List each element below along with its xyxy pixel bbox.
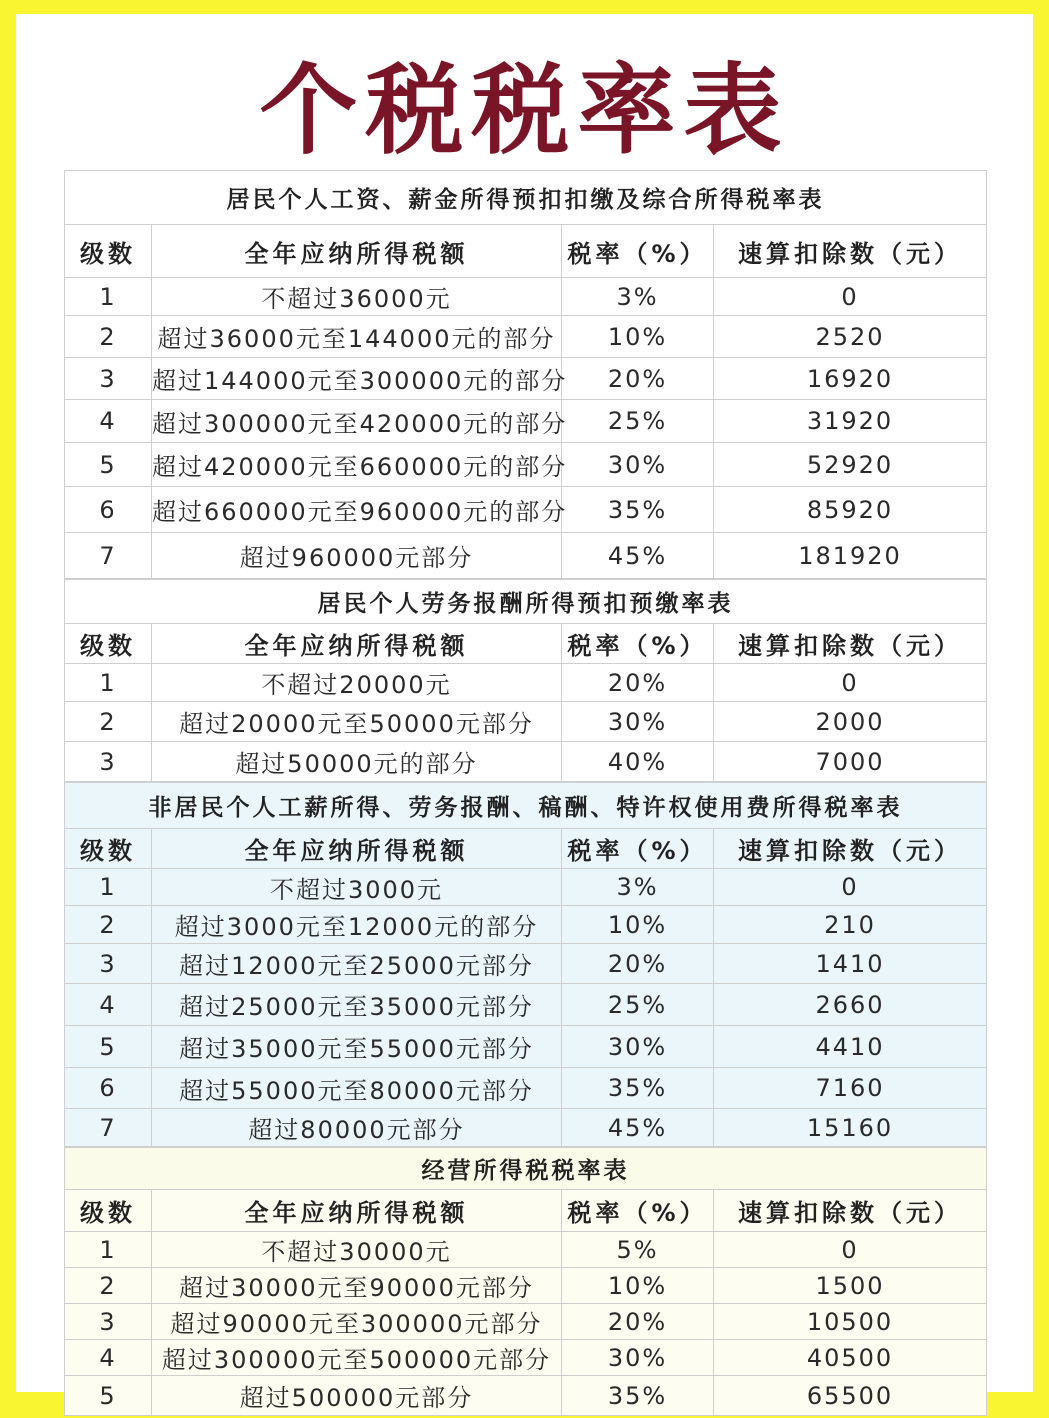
cell-income: 超过80000元部分 — [152, 1109, 562, 1147]
cell-income: 超过960000元部分 — [152, 533, 562, 579]
table-caption-row — [65, 783, 987, 829]
tax-table-nonresident — [64, 782, 987, 1147]
header-rate: 税率（%） — [562, 225, 714, 278]
cell-deduction: 0 — [714, 1232, 987, 1268]
cell-rate: 5% — [562, 1232, 714, 1268]
table-row — [65, 944, 987, 984]
table-row — [65, 1232, 987, 1268]
cell-deduction: 1500 — [714, 1268, 987, 1304]
cell-level: 4 — [65, 1340, 152, 1376]
table-row — [65, 984, 987, 1026]
header-deduction: 速算扣除数（元） — [714, 225, 987, 278]
table-header-row — [65, 829, 987, 869]
cell-level: 4 — [65, 400, 152, 443]
cell-rate: 20% — [562, 944, 714, 984]
table-caption: 居民个人工资、薪金所得预扣扣缴及综合所得税率表 — [65, 171, 987, 225]
cell-deduction: 181920 — [714, 533, 987, 579]
header-rate: 税率（%） — [562, 1190, 714, 1232]
cell-income: 超过660000元至960000元的部分 — [152, 487, 562, 533]
header-deduction: 速算扣除数（元） — [714, 624, 987, 664]
cell-level: 1 — [65, 278, 152, 316]
cell-income: 超过35000元至55000元部分 — [152, 1026, 562, 1068]
cell-deduction: 210 — [714, 906, 987, 944]
header-income: 全年应纳所得税额 — [152, 225, 562, 278]
cell-level: 3 — [65, 1304, 152, 1340]
table-row — [65, 1268, 987, 1304]
header-rate: 税率（%） — [562, 624, 714, 664]
cell-deduction: 1410 — [714, 944, 987, 984]
cell-deduction: 0 — [714, 278, 987, 316]
cell-deduction: 4410 — [714, 1026, 987, 1068]
cell-level: 5 — [65, 1026, 152, 1068]
cell-rate: 10% — [562, 1268, 714, 1304]
cell-level: 2 — [65, 316, 152, 358]
table-row — [65, 702, 987, 742]
cell-income: 超过30000元至90000元部分 — [152, 1268, 562, 1304]
table-row — [65, 278, 987, 316]
cell-level: 3 — [65, 742, 152, 782]
cell-income: 不超过36000元 — [152, 278, 562, 316]
header-rate: 税率（%） — [562, 829, 714, 869]
cell-deduction: 0 — [714, 664, 987, 702]
cell-deduction: 65500 — [714, 1376, 987, 1416]
header-income: 全年应纳所得税额 — [152, 1190, 562, 1232]
table-caption-row — [65, 580, 987, 624]
cell-level: 3 — [65, 358, 152, 400]
cell-deduction: 7000 — [714, 742, 987, 782]
header-income: 全年应纳所得税额 — [152, 624, 562, 664]
cell-deduction: 2520 — [714, 316, 987, 358]
table-row — [65, 742, 987, 782]
cell-income: 不超过30000元 — [152, 1232, 562, 1268]
table-row — [65, 869, 987, 906]
table-caption-row — [65, 1148, 987, 1190]
table-row — [65, 1340, 987, 1376]
header-level: 级数 — [65, 225, 152, 278]
cell-rate: 20% — [562, 664, 714, 702]
cell-level: 5 — [65, 1376, 152, 1416]
cell-income: 超过20000元至50000元部分 — [152, 702, 562, 742]
cell-rate: 40% — [562, 742, 714, 782]
cell-deduction: 7160 — [714, 1068, 987, 1109]
cell-rate: 3% — [562, 278, 714, 316]
tax-tables — [64, 170, 986, 1416]
cell-rate: 30% — [562, 1026, 714, 1068]
cell-income: 超过420000元至660000元的部分 — [152, 443, 562, 487]
cell-rate: 25% — [562, 400, 714, 443]
table-row — [65, 1109, 987, 1147]
cell-income: 超过300000元至500000元部分 — [152, 1340, 562, 1376]
cell-rate: 10% — [562, 316, 714, 358]
header-deduction: 速算扣除数（元） — [714, 829, 987, 869]
table-row — [65, 443, 987, 487]
header-income: 全年应纳所得税额 — [152, 829, 562, 869]
cell-rate: 35% — [562, 487, 714, 533]
cell-deduction: 10500 — [714, 1304, 987, 1340]
cell-level: 7 — [65, 1109, 152, 1147]
table-row — [65, 316, 987, 358]
table-caption: 居民个人劳务报酬所得预扣预缴率表 — [65, 580, 987, 624]
cell-rate: 10% — [562, 906, 714, 944]
cell-income: 超过50000元的部分 — [152, 742, 562, 782]
cell-deduction: 2660 — [714, 984, 987, 1026]
cell-deduction: 0 — [714, 869, 987, 906]
tax-table-business — [64, 1147, 987, 1416]
cell-income: 超过36000元至144000元的部分 — [152, 316, 562, 358]
header-deduction: 速算扣除数（元） — [714, 1190, 987, 1232]
table-row — [65, 1068, 987, 1109]
cell-income: 超过12000元至25000元部分 — [152, 944, 562, 984]
cell-level: 1 — [65, 1232, 152, 1268]
cell-rate: 35% — [562, 1376, 714, 1416]
cell-income: 超过90000元至300000元部分 — [152, 1304, 562, 1340]
cell-rate: 30% — [562, 443, 714, 487]
table-header-row — [65, 225, 987, 278]
cell-income: 不超过3000元 — [152, 869, 562, 906]
cell-level: 6 — [65, 1068, 152, 1109]
cell-deduction: 85920 — [714, 487, 987, 533]
table-row — [65, 1026, 987, 1068]
cell-income: 超过55000元至80000元部分 — [152, 1068, 562, 1109]
cell-rate: 25% — [562, 984, 714, 1026]
table-caption: 非居民个人工薪所得、劳务报酬、稿酬、特许权使用费所得税率表 — [65, 783, 987, 829]
cell-income: 超过500000元部分 — [152, 1376, 562, 1416]
tax-table-labor — [64, 579, 987, 782]
cell-rate: 45% — [562, 1109, 714, 1147]
cell-income: 超过25000元至35000元部分 — [152, 984, 562, 1026]
header-level: 级数 — [65, 829, 152, 869]
cell-rate: 30% — [562, 702, 714, 742]
cell-income: 超过144000元至300000元的部分 — [152, 358, 562, 400]
table-row — [65, 906, 987, 944]
page-title: 个税税率表 — [259, 54, 790, 168]
table-caption: 经营所得税税率表 — [65, 1148, 987, 1190]
table-row — [65, 1376, 987, 1416]
cell-level: 7 — [65, 533, 152, 579]
cell-deduction: 16920 — [714, 358, 987, 400]
cell-deduction: 40500 — [714, 1340, 987, 1376]
cell-level: 3 — [65, 944, 152, 984]
cell-income: 超过3000元至12000元的部分 — [152, 906, 562, 944]
table-row — [65, 358, 987, 400]
cell-level: 2 — [65, 906, 152, 944]
cell-deduction: 52920 — [714, 443, 987, 487]
cell-rate: 30% — [562, 1340, 714, 1376]
cell-rate: 20% — [562, 358, 714, 400]
cell-rate: 20% — [562, 1304, 714, 1340]
cell-income: 不超过20000元 — [152, 664, 562, 702]
cell-level: 5 — [65, 443, 152, 487]
table-row — [65, 533, 987, 579]
cell-level: 1 — [65, 869, 152, 906]
cell-deduction: 31920 — [714, 400, 987, 443]
table-row — [65, 664, 987, 702]
cell-level: 6 — [65, 487, 152, 533]
cell-level: 4 — [65, 984, 152, 1026]
tax-table-wages — [64, 170, 987, 579]
cell-rate: 3% — [562, 869, 714, 906]
header-level: 级数 — [65, 1190, 152, 1232]
cell-income: 超过300000元至420000元的部分 — [152, 400, 562, 443]
table-header-row — [65, 624, 987, 664]
table-row — [65, 400, 987, 443]
cell-deduction: 15160 — [714, 1109, 987, 1147]
cell-rate: 35% — [562, 1068, 714, 1109]
page-frame — [16, 14, 1033, 1412]
cell-level: 2 — [65, 702, 152, 742]
table-caption-row — [65, 171, 987, 225]
cell-level: 1 — [65, 664, 152, 702]
cell-rate: 45% — [562, 533, 714, 579]
header-level: 级数 — [65, 624, 152, 664]
table-row — [65, 1304, 987, 1340]
cell-level: 2 — [65, 1268, 152, 1304]
cell-deduction: 2000 — [714, 702, 987, 742]
table-row — [65, 487, 987, 533]
table-header-row — [65, 1190, 987, 1232]
